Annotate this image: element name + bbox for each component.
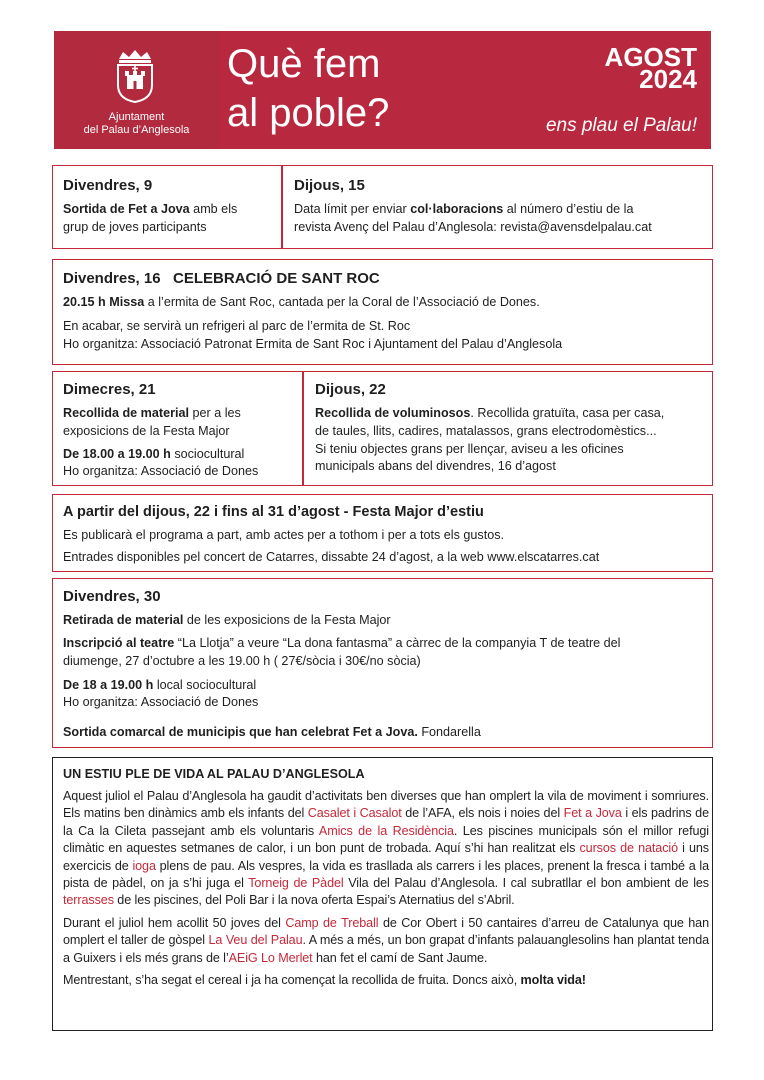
logo-block	[54, 31, 219, 149]
event-text: diumenge, 27 d’octubre a les 19.00 h ( 27€/sòcia i 30€/no sòcia)	[63, 654, 421, 668]
event-text: Entrades disponibles pel concert de Catarres, dissabte 24 d’agost, a la web www.elscatarres.cat	[63, 550, 600, 564]
event-text: En acabar, se servirà un refrigeri al parc de l’ermita de St. Roc	[63, 319, 411, 333]
event-text: municipals abans del divendres, 16 d’agost	[315, 459, 556, 473]
event-day-heading: Divendres, 16 CELEBRACIÓ DE SANT ROC	[63, 270, 380, 287]
municipality-line1: Ajuntament	[108, 111, 165, 123]
event-text: Si teniu objectes grans per llençar, aviseu a les oficines	[315, 442, 624, 456]
event-text: Es publicarà el programa a part, amb actes per a tothom i per a tots els gustos.	[63, 528, 505, 542]
event-day-heading: Divendres, 9	[63, 177, 153, 194]
article-paragraph-3: Mentrestant, s’ha segat el cereal i ja ha començat la recollida de fruita. Doncs això, molta vida!	[63, 973, 586, 988]
event-organizer: Ho organitza: Associació de Dones	[63, 695, 259, 709]
event-text: De 18.00 a 19.00 h sociocultural	[63, 447, 245, 461]
event-day-heading: Dijous, 22	[315, 381, 386, 398]
event-text: Sortida de Fet a Jova amb els	[63, 202, 238, 216]
event-text: De 18 a 19.00 h local sociocultural	[63, 678, 257, 692]
divider	[302, 371, 304, 486]
event-day-heading: Dijous, 15	[294, 177, 365, 194]
event-text: 20.15 h Missa a l’ermita de Sant Roc, cantada per la Coral de l’Associació de Dones.	[63, 295, 540, 309]
event-text: exposicions de la Festa Major	[63, 424, 230, 438]
event-text: grup de joves participants	[63, 220, 207, 234]
month-label: AGOST	[604, 42, 697, 72]
event-text: Inscripció al teatre “La Llotja” a veure “La dona fantasma” a càrrec de la companyia T de teatre del	[63, 636, 621, 650]
coat-of-arms-icon	[115, 49, 155, 103]
event-text: revista Avenç del Palau d’Anglesola: revista@avensdelpalau.cat	[294, 220, 652, 234]
event-day-heading: Divendres, 30	[63, 588, 161, 605]
event-text: Recollida de material per a les	[63, 406, 241, 420]
event-text: Retirada de material de les exposicions de la Festa Major	[63, 613, 391, 627]
event-text: Sortida comarcal de municipis que han celebrat Fet a Jova. Fondarella	[63, 725, 481, 739]
event-organizer: Ho organitza: Associació de Dones	[63, 464, 259, 478]
article-paragraph-2: Durant el juliol hem acollit 50 joves del Camp de Treball de Cor Obert i 50 cantaires d’arreu de Catalunya que han omplert el taller de gòspel La Veu del Palau. A més a més, un bon grapat d’infants palauanglesolins han plantat tenda a Guixers i els més grans de l’AEiG Lo Merlet han fet el camí de Sant Jaume.	[63, 915, 709, 965]
event-text: Recollida de voluminosos. Recollida gratuïta, casa per casa,	[315, 406, 665, 420]
municipality-line2: del Palau d’Anglesola	[83, 124, 190, 136]
event-day-heading: A partir del dijous, 22 i fins al 31 d’agost - Festa Major d’estiu	[63, 504, 484, 520]
article	[63, 765, 709, 989]
year-label: 2024	[639, 64, 697, 94]
header-banner	[54, 31, 711, 149]
page-title-line2: al poble?	[227, 91, 390, 135]
article-title: UN ESTIU PLE DE VIDA AL PALAU D’ANGLESOLA	[63, 767, 365, 781]
event-organizer: Ho organitza: Associació Patronat Ermita de Sant Roc i Ajuntament del Palau d’Anglesola	[63, 337, 563, 351]
page-title-line1: Què fem	[227, 42, 381, 86]
divider	[281, 165, 283, 249]
article-paragraph-1: Aquest juliol el Palau d’Anglesola ha gaudit d’activitats ben diverses que han omplert la vila de moviment i somriures. Els matins ben dinàmics amb els infants del Casalet i Casalot de l’AFA, els nois i noies del Fet a Jova i els padrins de la Ca la Cileta passejant amb els voluntaris Amics de la Residència. Les piscines municipals són el millor refugi climàtic en aquestes setmanes de calor, i un bon punt de trobada. Aquí s’hi han realitzat els cursos de natació i uns exercicis de ioga plens de pau. Als vespres, la vida es trasllada als carrers i les places, prenent la fresca i també a la pista de pàdel, on ja s’hi juga el Torneig de Pàdel Vila del Palau d’Anglesola. I cal subratllar el bon ambient de les terrasses de les piscines, del Poli Bar i la nova oferta Espai’s Aternatius del s’Abril.	[63, 789, 709, 908]
event-text: de taules, llits, cadires, matalassos, grans electrodomèstics...	[315, 424, 657, 438]
event-text: Data límit per enviar col·laboracions al número d’estiu de la	[294, 202, 634, 216]
event-day-heading: Dimecres, 21	[63, 381, 156, 398]
slogan: ens plau el Palau!	[545, 115, 697, 136]
